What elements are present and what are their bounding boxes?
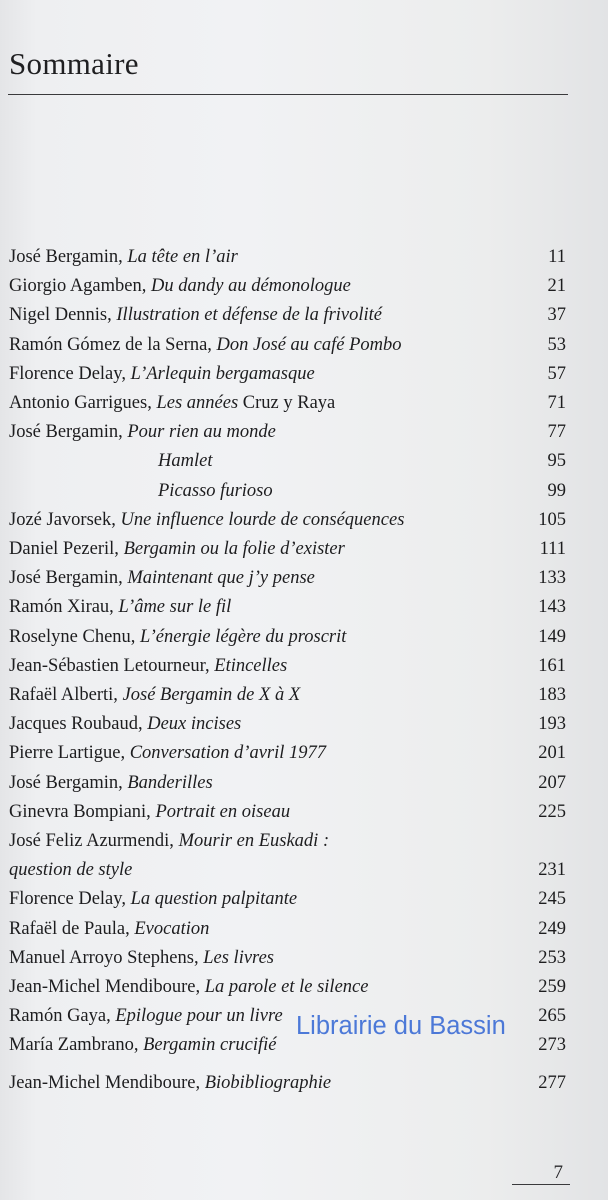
entry-page-number: 77	[547, 422, 566, 443]
entry-page-number: 21	[547, 276, 566, 297]
toc-entry-text	[9, 830, 329, 852]
toc-entry-text	[9, 509, 404, 531]
toc-entry	[9, 419, 566, 447]
toc-entry-text	[9, 859, 132, 881]
entry-title: Portrait en oiseau	[155, 801, 291, 822]
entry-author: Florence Delay,	[9, 363, 131, 384]
entry-page-number: 133	[538, 568, 566, 589]
toc-entry-text	[9, 684, 300, 706]
entry-author: Ramón Gaya,	[9, 1006, 116, 1027]
entry-page-number: 201	[538, 743, 566, 764]
entry-title: L’âme sur le fil	[118, 597, 232, 618]
toc-entry	[9, 682, 566, 710]
entry-title: Les livres	[203, 947, 274, 968]
entry-author: Jean-Michel Mendiboure,	[9, 977, 205, 997]
entry-page-number: 273	[538, 1035, 566, 1056]
toc-entry-text	[9, 538, 345, 560]
toc-entry	[9, 974, 566, 1002]
entry-title: Illustration et défense de la frivolité	[116, 305, 383, 326]
toc-entry	[9, 448, 566, 476]
entry-title: Conversation d’avril 1977	[129, 743, 327, 764]
entry-author: Daniel Pezeril,	[9, 539, 124, 559]
entry-title: Du dandy au démonologue	[151, 276, 351, 297]
toc-entry	[9, 273, 566, 301]
toc-entry-text	[9, 801, 290, 823]
toc-entry-text	[9, 976, 368, 998]
entry-page-number: 57	[547, 363, 566, 384]
toc-entry	[9, 478, 566, 506]
entry-page-number: 99	[547, 480, 566, 501]
entry-page-number: 95	[547, 451, 566, 472]
entry-author: Ramón Gómez de la Serna,	[9, 334, 217, 355]
entry-page-number: 245	[538, 889, 566, 910]
entry-author: José Bergamin,	[9, 247, 128, 267]
toc-entry	[9, 799, 566, 827]
toc-entry-text	[158, 480, 273, 502]
toc-entry-text	[9, 421, 276, 443]
toc-entry-text	[9, 713, 241, 735]
toc-entry-text	[9, 1034, 276, 1056]
entry-title: Une influence lourde de conséquences	[120, 509, 405, 530]
toc-entry-text	[9, 392, 335, 414]
watermark-logo: Librairie du Bassin	[296, 1012, 506, 1040]
entry-author: Jozé Javorsek,	[9, 509, 121, 530]
entry-author: Pierre Lartigue,	[9, 743, 130, 764]
entry-author: Ramón Xirau,	[9, 597, 119, 618]
toc-entry	[9, 244, 566, 272]
entry-page-number: 149	[538, 626, 566, 647]
entry-page-number: 53	[547, 334, 566, 355]
entry-page-number: 259	[538, 977, 566, 997]
entry-title: José Bergamin de X à X	[122, 685, 301, 705]
entry-page-number: 231	[538, 860, 566, 881]
entry-page-number: 225	[538, 801, 566, 822]
entry-page-number: 37	[547, 305, 566, 326]
entry-page-number: 207	[538, 772, 566, 793]
toc-entry	[9, 886, 566, 914]
toc-entry-text	[9, 304, 382, 326]
toc-entry-text	[9, 888, 297, 910]
toc-entry-text	[9, 334, 402, 356]
toc-entry-text	[9, 772, 213, 794]
toc-entry-text	[9, 567, 315, 589]
entry-author: José Bergamin,	[9, 772, 128, 793]
entry-page-number: 105	[538, 509, 566, 530]
entry-author: Antonio Garrigues,	[9, 393, 157, 413]
entry-author: José Bergamin,	[9, 568, 128, 589]
toc-entry	[9, 1070, 566, 1098]
entry-title: Picasso furioso	[158, 480, 273, 501]
entry-title: Pour rien au monde	[127, 422, 276, 443]
toc-entry	[9, 302, 566, 330]
entry-title: Don José au café Pombo	[216, 334, 402, 355]
entry-title: Bergamin crucifié	[143, 1035, 277, 1056]
entry-title: L’énergie légère du proscrit	[140, 626, 347, 647]
toc-entry	[9, 770, 566, 798]
entry-page-number: 161	[538, 655, 566, 676]
toc-entry	[9, 390, 566, 418]
entry-title: Les années	[156, 393, 239, 413]
entry-author: María Zambrano,	[9, 1035, 144, 1056]
entry-page-number: 265	[538, 1006, 566, 1027]
entry-title: L’Arlequin bergamasque	[130, 363, 315, 384]
entry-page-number: 193	[538, 714, 566, 735]
entry-author: Rafaël Alberti,	[9, 685, 123, 705]
toc-entry-text	[9, 1072, 331, 1094]
entry-author: Manuel Arroyo Stephens,	[9, 947, 204, 968]
toc-entry	[9, 332, 566, 360]
toc-entry-text	[9, 1005, 283, 1027]
toc-entry-text	[158, 450, 212, 472]
entry-author: Giorgio Agamben,	[9, 276, 151, 297]
entry-author: Jacques Roubaud,	[9, 714, 148, 735]
toc-entry-text	[9, 742, 326, 764]
toc-entry-text	[9, 246, 238, 268]
entry-page-number: 71	[547, 393, 566, 413]
toc-entry-text	[9, 363, 315, 385]
toc-entry	[9, 916, 566, 944]
toc-entry	[9, 945, 566, 973]
entry-page-number: 183	[538, 685, 566, 705]
entry-page-number: 143	[538, 597, 566, 618]
toc-entry	[9, 361, 566, 389]
entry-title: Mourir en Euskadi :	[178, 831, 330, 851]
entry-page-number: 253	[538, 947, 566, 968]
entry-title: Biobibliographie	[204, 1073, 332, 1093]
entry-author: Rafaël de Paula,	[9, 918, 135, 939]
entry-title-roman: Cruz y Raya	[238, 393, 336, 413]
toc-entry-text	[9, 626, 346, 648]
entry-author: Jean-Sébastien Letourneur,	[9, 655, 215, 676]
entry-author: Nigel Dennis,	[9, 305, 117, 326]
toc-entry	[9, 624, 566, 652]
toc-entry-text	[9, 947, 274, 969]
entry-title: Deux incises	[147, 714, 242, 735]
toc-entry	[9, 711, 566, 739]
entry-page-number: 249	[538, 918, 566, 939]
toc-entry-text	[9, 655, 287, 677]
entry-author: Ginevra Bompiani,	[9, 801, 156, 822]
toc-entry	[9, 653, 566, 681]
entry-page-number: 111	[539, 539, 566, 559]
toc-entry	[9, 857, 566, 885]
entry-page-number: 11	[548, 247, 566, 267]
entry-title: La tête en l’air	[127, 247, 238, 267]
toc-entry	[9, 828, 566, 856]
page-title: Sommaire	[9, 46, 139, 81]
toc-entry-text	[9, 596, 231, 618]
toc-entry	[9, 740, 566, 768]
page-number: 7	[553, 1162, 563, 1183]
entry-title: La question palpitante	[130, 889, 298, 910]
toc-entry	[9, 536, 566, 564]
toc-entry-text	[9, 275, 351, 297]
entry-author: Florence Delay,	[9, 889, 131, 910]
toc-entry	[9, 565, 566, 593]
entry-title: Etincelles	[214, 655, 288, 676]
entry-page-number: 277	[538, 1073, 566, 1093]
toc-entry	[9, 507, 566, 535]
page-number-rule	[512, 1184, 570, 1185]
entry-author: Roselyne Chenu,	[9, 626, 141, 647]
toc-entry-text	[9, 918, 209, 940]
entry-author: José Feliz Azurmendi,	[9, 831, 179, 851]
entry-author: José Bergamin,	[9, 422, 128, 443]
entry-title: Bergamin ou la folie d’exister	[123, 539, 345, 559]
entry-title: Evocation	[134, 918, 210, 939]
entry-title: La parole et le silence	[204, 977, 369, 997]
entry-title: Maintenant que j’y pense	[127, 568, 315, 589]
entry-author: Jean-Michel Mendiboure,	[9, 1073, 205, 1093]
entry-title: Banderilles	[127, 772, 213, 793]
entry-title: question de style	[9, 860, 133, 881]
entry-title: Epilogue pour un livre	[115, 1006, 283, 1027]
toc-entry	[9, 594, 566, 622]
entry-title: Hamlet	[158, 451, 213, 472]
